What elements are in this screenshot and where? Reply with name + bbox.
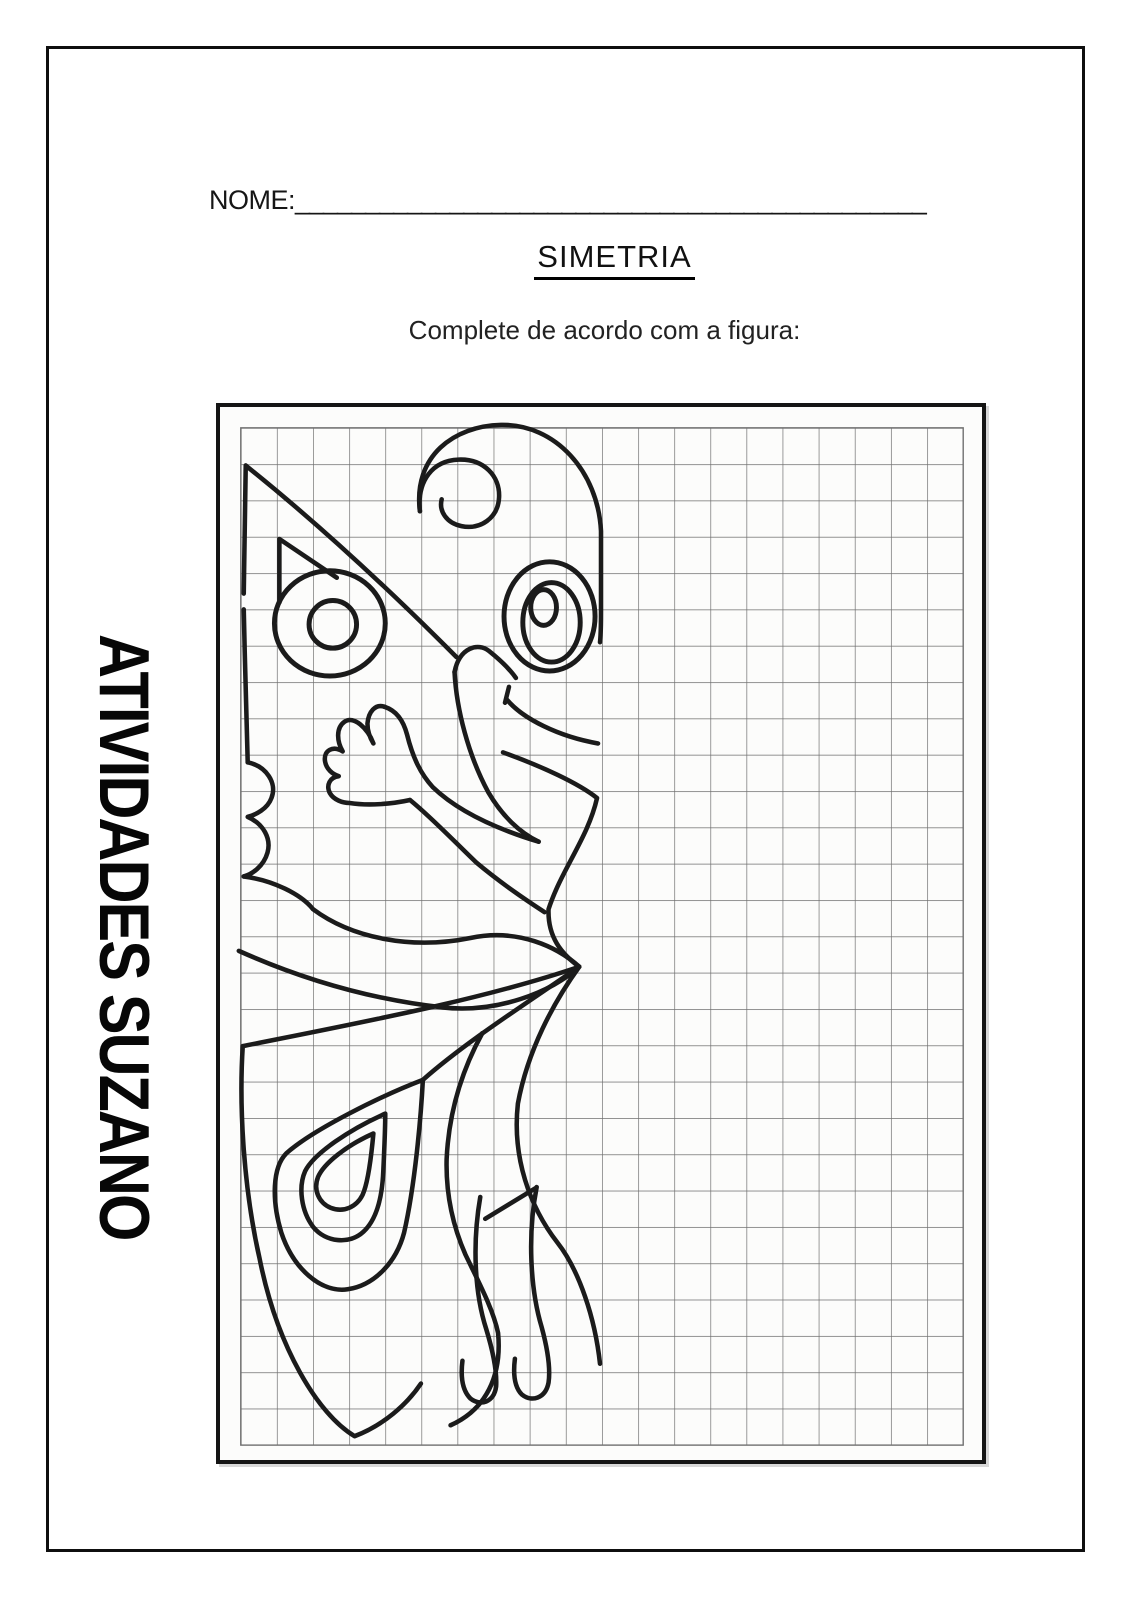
- page-title: SIMETRIA: [534, 239, 694, 280]
- name-field-row: [209, 185, 1069, 216]
- name-blank-line: _____________________________________________: [295, 185, 926, 215]
- page-border-frame: [46, 46, 1085, 1552]
- title-row: [95, 239, 1131, 280]
- wing-left-edge-upper: [244, 466, 246, 594]
- watermark-vertical-text: ATIVIDADES SUZANO: [85, 634, 164, 1240]
- instruction-text: Complete de acordo com a figura:: [408, 315, 801, 345]
- symmetry-grid-figure: [216, 403, 986, 1464]
- graph-paper-canvas: [220, 407, 982, 1460]
- name-label: NOME:: [209, 185, 296, 215]
